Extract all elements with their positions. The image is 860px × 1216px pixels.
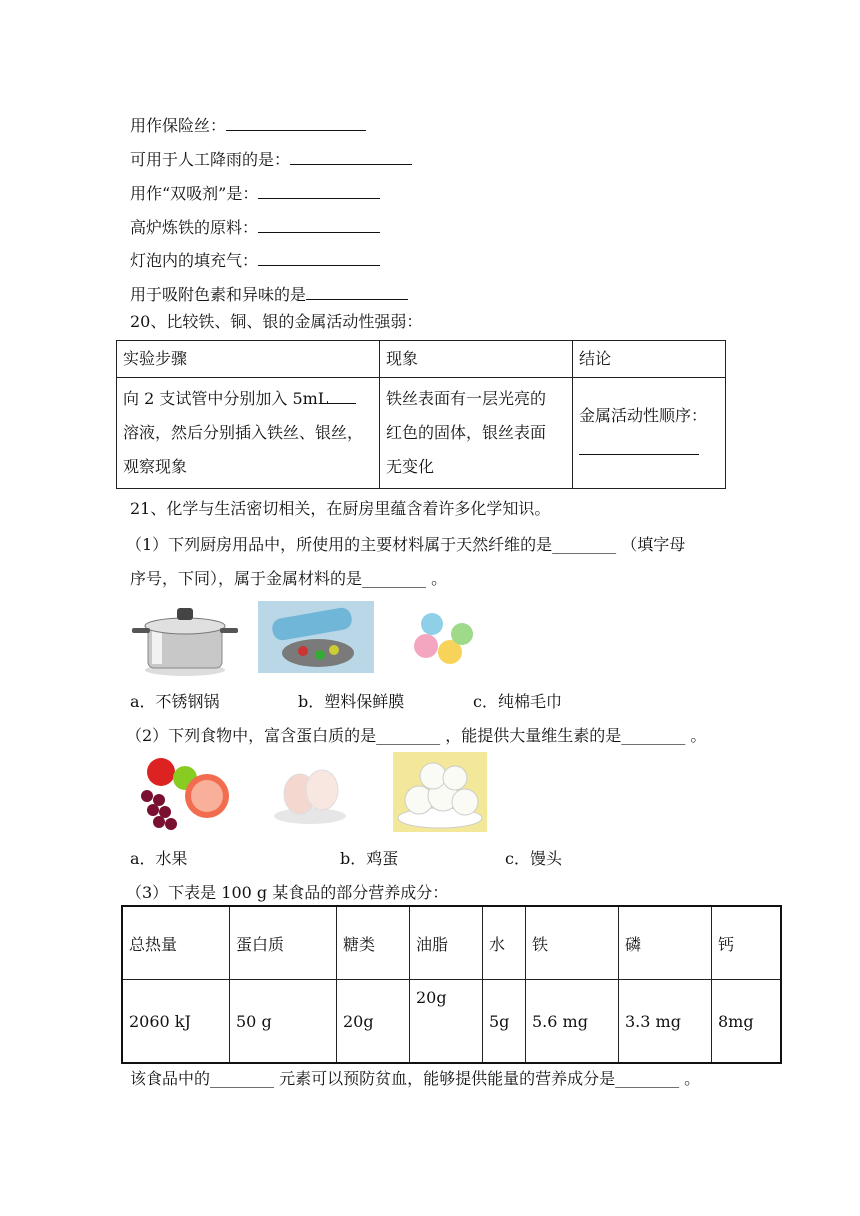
answer-blank[interactable] [579, 440, 699, 455]
nutrition-header: 钙 [712, 906, 782, 980]
q20-title: 20、比较铁、铜、银的金属活动性强弱： [130, 312, 423, 331]
step-cell [117, 378, 380, 489]
header-conclusion: 结论 [573, 341, 726, 378]
kitchen-item-c: c．纯棉毛巾 [473, 692, 562, 711]
nutrition-header: 油脂 [410, 906, 483, 980]
fruit-image [133, 752, 237, 832]
fill-label: 高炉炼铁的原料： [130, 218, 259, 237]
fill-line-iron-raw [130, 215, 380, 238]
q21-part3: （3）下表是 100 g 某食品的部分营养成分： [126, 883, 449, 902]
phenomenon-line: 红色的固体，银丝表面 [386, 423, 547, 442]
fill-line-adsorb [130, 282, 408, 305]
q21-part1-line2: 序号，下同），属于金属材料的是________ 。 [130, 569, 448, 588]
nutrition-header: 水 [483, 906, 526, 980]
fill-label: 可用于人工降雨的是： [130, 150, 291, 169]
header-step: 实验步骤 [117, 341, 380, 378]
fill-label: 用作保险丝： [130, 116, 227, 135]
answer-blank[interactable] [290, 150, 412, 165]
q21-title: 21、化学与生活密切相关，在厨房里蕴含着许多化学知识。 [130, 499, 551, 518]
nutrition-value: 20g [337, 980, 410, 1064]
steamed-bun-image [393, 752, 487, 832]
egg-image [270, 752, 350, 832]
nutrition-value: 3.3 mg [619, 980, 712, 1064]
nutrition-value: 8mg [712, 980, 782, 1064]
answer-blank[interactable] [226, 116, 366, 131]
food-a: a．水果 [130, 849, 188, 868]
nutrition-header: 铁 [526, 906, 619, 980]
fill-line-absorber [130, 181, 380, 204]
kitchen-item-b: b．塑料保鲜膜 [298, 692, 405, 711]
nutrition-value: 50 g [230, 980, 337, 1064]
nutrition-value: 2060 kJ [122, 980, 230, 1064]
phenomenon-cell [380, 378, 573, 489]
cotton-towel-image [404, 606, 480, 672]
phenomenon-line: 铁丝表面有一层光亮的 [386, 389, 547, 408]
nutrition-value: 5g [483, 980, 526, 1064]
answer-blank[interactable] [258, 251, 380, 266]
nutrition-value: 5.6 mg [526, 980, 619, 1064]
q21-part1-line1: （1）下列厨房用品中，所使用的主要材料属于天然纤维的是________ （填字母 [126, 535, 686, 554]
food-c: c．馒头 [505, 849, 562, 868]
nutrition-header: 糖类 [337, 906, 410, 980]
nutrition-header: 磷 [619, 906, 712, 980]
step-line: 向 2 支试管中分别加入 5mL [123, 389, 329, 408]
fill-line-rain [130, 147, 412, 170]
step-line: 观察现象 [123, 457, 188, 476]
phenomenon-line: 无变化 [386, 457, 435, 476]
fill-label: 用作“双吸剂”是： [130, 184, 259, 203]
fill-label: 灯泡内的填充气： [130, 251, 259, 270]
kitchen-item-a: a．不锈钢锅 [130, 692, 220, 711]
fill-label: 用于吸附色素和异味的是 [130, 285, 307, 304]
header-phenomenon: 现象 [380, 341, 573, 378]
nutrition-header: 总热量 [122, 906, 230, 980]
q20-table [116, 340, 726, 489]
nutrition-table [121, 905, 782, 1064]
answer-blank[interactable] [306, 285, 408, 300]
step-line: 溶液，然后分别插入铁丝、银丝， [123, 423, 364, 442]
fill-line-bulb-gas [130, 248, 380, 271]
plastic-wrap-image [258, 601, 374, 673]
nutrition-header: 蛋白质 [230, 906, 337, 980]
answer-blank[interactable] [258, 218, 380, 233]
answer-blank[interactable] [328, 389, 356, 404]
conclusion-cell [573, 378, 726, 489]
fill-line-fuse [130, 113, 366, 136]
conclusion-label: 金属活动性顺序： [579, 406, 708, 425]
food-b: b．鸡蛋 [340, 849, 399, 868]
q21-part2: （2）下列食物中，富含蛋白质的是________ ，能提供大量维生素的是________ 。 [126, 726, 707, 745]
stainless-pot-image [130, 598, 240, 680]
q21-last-line: 该食品中的________ 元素可以预防贫血，能够提供能量的营养成分是________ 。 [130, 1069, 701, 1088]
answer-blank[interactable] [258, 184, 380, 199]
nutrition-value: 20g [410, 980, 483, 1064]
